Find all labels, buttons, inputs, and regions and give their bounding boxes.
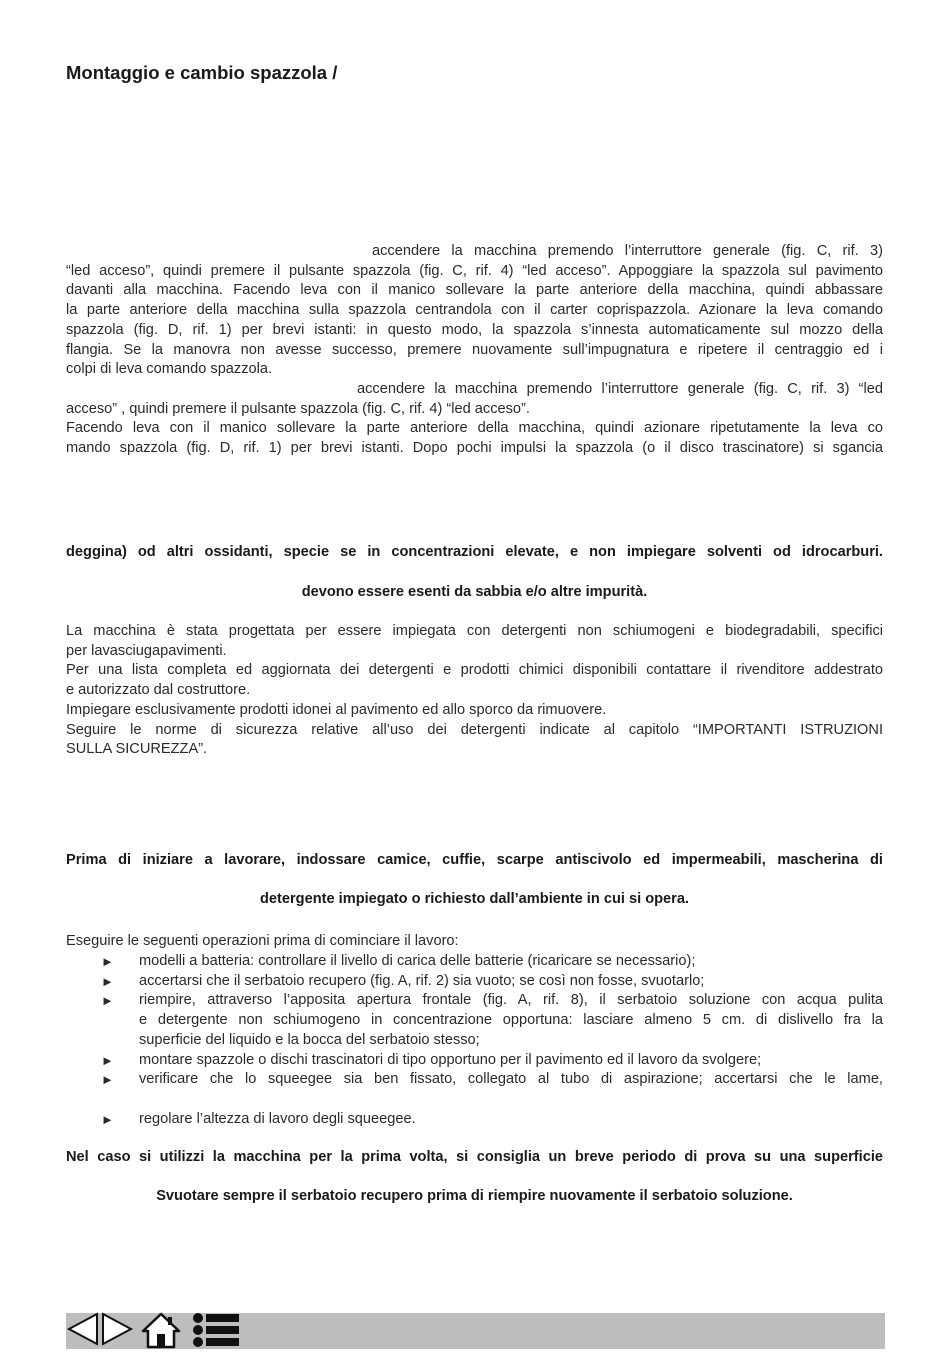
text-line: superficie del liquido e la bocca del serbatoio stesso; xyxy=(139,1031,480,1048)
text-line: Facendo leva con il manico sollevare la parte anteriore della macchina, quindi azionare ripetutamente la leva co xyxy=(66,420,883,437)
bullet-arrow-icon: ► xyxy=(101,1072,114,1088)
next-page-button[interactable] xyxy=(100,1311,134,1352)
text-line: e detergente non schiumogeno in concentrazione opportuna: lasciare almeno 5 cm. di dislivello fra la xyxy=(139,1012,883,1029)
triangle-right-icon xyxy=(100,1311,134,1347)
previous-page-button[interactable] xyxy=(66,1311,100,1352)
text-line: colpi di leva comando spazzola. xyxy=(66,361,273,378)
list-item xyxy=(66,952,883,972)
home-icon xyxy=(141,1311,181,1349)
list-item xyxy=(66,1051,883,1071)
triangle-left-icon xyxy=(66,1311,100,1347)
bullet-arrow-icon: ► xyxy=(101,954,114,969)
note-first-use: Nel caso si utilizzi la macchina per la prima volta, si consiglia un breve periodo di prova su una superficie xyxy=(66,1149,883,1165)
text-line: verificare che lo squeegee sia ben fissato, collegato al tubo di aspirazione; accertarsi che le lame, xyxy=(139,1071,883,1088)
bullet-arrow-icon: ► xyxy=(101,993,114,1009)
text-line: acceso” , quindi premere il pulsante spazzola (fig. C, rif. 4) “led acceso”. xyxy=(66,400,530,417)
text-line: spazzola (fig. D, rif. 1) per brevi istanti: in questo modo, la spazzola s’innesta automaticamente sul mozzo della xyxy=(66,321,883,338)
bullet-arrow-icon: ► xyxy=(101,1052,114,1068)
warning-ppe: Prima di iniziare a lavorare, indossare camice, cuffie, scarpe antiscivolo ed impermeabili, mascherina di xyxy=(66,852,883,868)
list-icon xyxy=(191,1311,241,1349)
text-line: per lavasciugapavimenti. xyxy=(66,642,227,659)
page-title: Montaggio e cambio spazzola / xyxy=(66,62,338,83)
note-empty-tank: Svuotare sempre il serbatoio recupero prima di riempire nuovamente il serbatoio soluzione. xyxy=(156,1188,793,1204)
prep-list xyxy=(66,952,883,1129)
text-line: regolare l’altezza di lavoro degli squeegee. xyxy=(139,1110,416,1127)
warning-ppe-detergent: detergente impiegato o richiesto dall’ambiente in cui si opera. xyxy=(260,891,689,907)
text-line: e autorizzato dal costruttore. xyxy=(66,682,251,699)
text-line: accertarsi che il serbatoio recupero (fig. A, rif. 2) sia vuoto; se così non fosse, svuotarlo; xyxy=(139,972,705,989)
text-line: Per una lista completa ed aggiornata dei detergenti e prodotti chimici disponibili contattare il rivenditore addestrato xyxy=(66,662,883,679)
text-line: SULLA SICUREZZA”. xyxy=(66,741,208,758)
bottom-nav-bar xyxy=(66,1313,885,1349)
bullet-arrow-icon: ► xyxy=(101,1111,114,1127)
index-button[interactable] xyxy=(191,1311,241,1354)
text-line: mando spazzola (fig. D, rif. 1) per brevi istanti. Dopo pochi impulsi la spazzola (o il disco trascinatore) si sgancia xyxy=(66,440,883,457)
list-item xyxy=(66,1070,883,1109)
text-line: Impiegare esclusivamente prodotti idonei al pavimento ed allo sporco da rimuovere. xyxy=(66,701,607,718)
warning-oxidants: deggina) od altri ossidanti, specie se in concentrazioni elevate, e non impiegare solventi od idrocarburi. xyxy=(66,544,883,560)
text-line: La macchina è stata progettata per essere impiegata con detergenti non schiumogeni e biodegradabili, specifici xyxy=(66,623,883,639)
list-item xyxy=(66,991,883,1050)
text-line: accendere la macchina premendo l’interruttore generale (fig. C, rif. 3) “led xyxy=(357,381,883,397)
detergents-paragraph xyxy=(66,622,883,760)
bullet-arrow-icon: ► xyxy=(101,973,114,989)
text-line: davanti alla macchina. Facendo leva con il manico sollevare la parte anteriore della macchina, quindi abbassare xyxy=(66,282,883,299)
warning-impurities: devono essere esenti da sabbia e/o altre impurità. xyxy=(301,584,648,600)
text-line: flangia. Se la manovra non avesse successo, premere nuovamente sull’impugnatura e ripetere il centraggio ed i xyxy=(66,341,883,358)
list-item xyxy=(66,1110,883,1130)
text-line: Eseguire le seguenti operazioni prima di cominciare il lavoro: xyxy=(66,933,459,949)
text-line: riempire, attraverso l’apposita apertura frontale (fig. A, rif. 8), il serbatoio soluzione con acqua pulita xyxy=(139,992,883,1009)
text-line: accendere la macchina premendo l’interruttore generale (fig. C, rif. 3) xyxy=(372,243,883,259)
text-line: modelli a batteria: controllare il livello di carica delle batterie (ricaricare se necessario); xyxy=(139,953,696,969)
text-line: montare spazzole o dischi trascinatori di tipo opportuno per il pavimento ed il lavoro da svolgere; xyxy=(139,1051,762,1068)
text-line: la parte anteriore della macchina sulla spazzola centrandola con il carter coprispazzola. Azionare la leva comando xyxy=(66,302,883,319)
text-line: Seguire le norme di sicurezza relative all’uso dei detergenti indicate al capitolo “IMPORTANTI ISTRUZIONI xyxy=(66,721,883,738)
brush-remove-paragraph xyxy=(66,380,883,459)
home-button[interactable] xyxy=(141,1311,181,1354)
prep-intro xyxy=(66,932,883,952)
text-line: “led acceso”, quindi premere il pulsante spazzola (fig. C, rif. 4) “led acceso”. Appoggiare la spazzola sul pavimento xyxy=(66,262,883,279)
brush-mount-paragraph xyxy=(66,242,883,380)
list-item xyxy=(66,972,883,992)
